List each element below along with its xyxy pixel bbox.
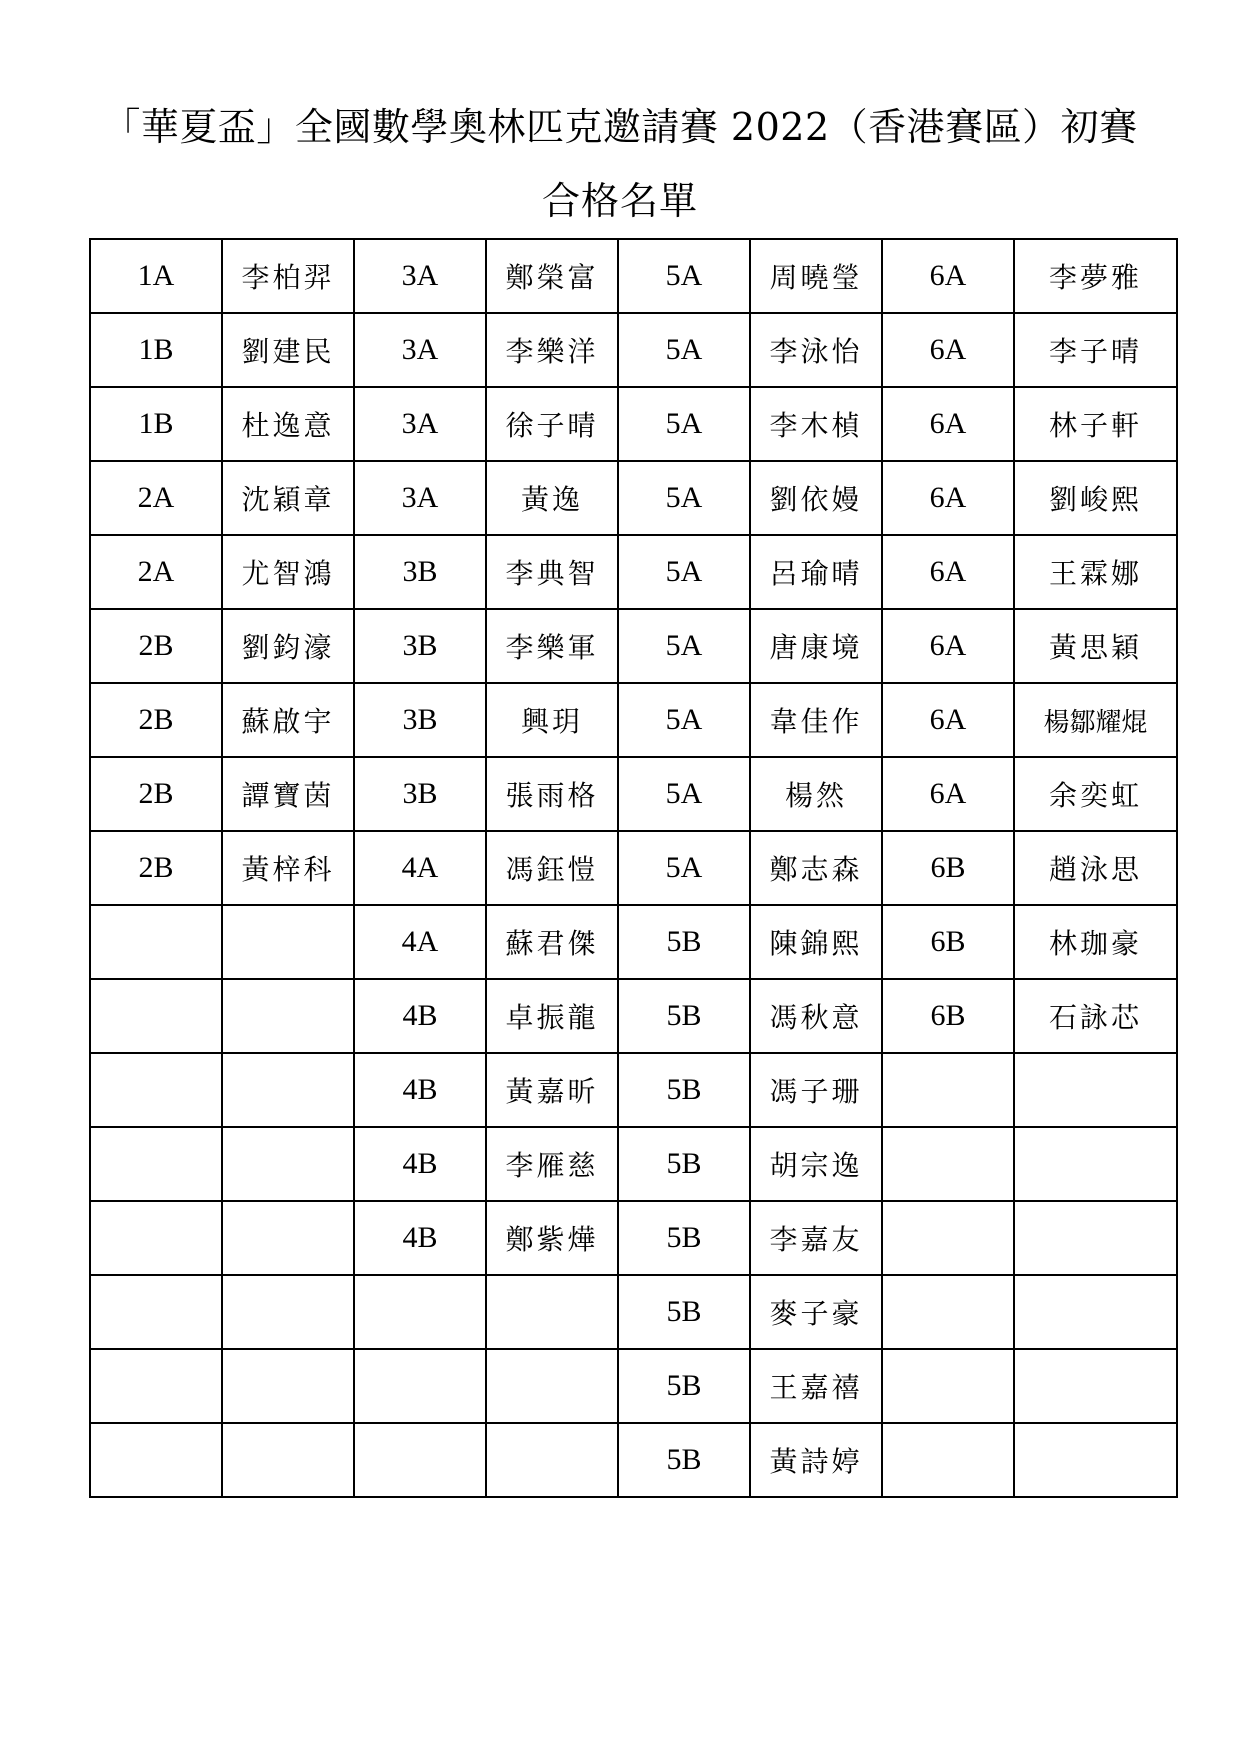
student-name-cell: 劉依嫚 bbox=[750, 461, 882, 535]
qualified-list-table bbox=[89, 238, 1178, 1498]
class-cell: 5A bbox=[618, 461, 750, 535]
table-row bbox=[90, 1423, 1177, 1497]
table-row bbox=[90, 313, 1177, 387]
student-name-cell: 趙泳思 bbox=[1014, 831, 1177, 905]
class-cell: 3B bbox=[354, 757, 486, 831]
student-name-cell: 徐子晴 bbox=[486, 387, 618, 461]
class-cell: 2A bbox=[90, 535, 222, 609]
class-cell: 6A bbox=[882, 609, 1014, 683]
class-cell: 5B bbox=[618, 1053, 750, 1127]
student-name-cell: 鄭榮富 bbox=[486, 239, 618, 313]
class-cell: 5B bbox=[618, 905, 750, 979]
class-cell bbox=[90, 1201, 222, 1275]
class-cell: 3A bbox=[354, 461, 486, 535]
class-cell: 2B bbox=[90, 609, 222, 683]
class-cell: 5A bbox=[618, 535, 750, 609]
student-name-cell: 林珈豪 bbox=[1014, 905, 1177, 979]
student-name-cell: 李子晴 bbox=[1014, 313, 1177, 387]
table-row bbox=[90, 683, 1177, 757]
class-cell: 3B bbox=[354, 683, 486, 757]
class-cell: 5A bbox=[618, 313, 750, 387]
class-cell: 6A bbox=[882, 461, 1014, 535]
student-name-cell: 卓振龍 bbox=[486, 979, 618, 1053]
student-name-cell bbox=[222, 1053, 354, 1127]
student-name-cell: 韋佳作 bbox=[750, 683, 882, 757]
class-cell: 6A bbox=[882, 387, 1014, 461]
student-name-cell: 呂瑜晴 bbox=[750, 535, 882, 609]
student-name-cell bbox=[1014, 1349, 1177, 1423]
student-name-cell: 黃逸 bbox=[486, 461, 618, 535]
student-name-cell: 興玥 bbox=[486, 683, 618, 757]
student-name-cell: 馮子珊 bbox=[750, 1053, 882, 1127]
student-name-cell: 林子軒 bbox=[1014, 387, 1177, 461]
table-row bbox=[90, 1201, 1177, 1275]
student-name-cell: 石詠芯 bbox=[1014, 979, 1177, 1053]
student-name-cell: 楊然 bbox=[750, 757, 882, 831]
table-row bbox=[90, 1349, 1177, 1423]
class-cell: 5B bbox=[618, 1423, 750, 1497]
student-name-cell: 麥子豪 bbox=[750, 1275, 882, 1349]
class-cell: 5B bbox=[618, 1275, 750, 1349]
student-name-cell bbox=[222, 1349, 354, 1423]
class-cell bbox=[882, 1275, 1014, 1349]
student-name-cell: 鄭紫燁 bbox=[486, 1201, 618, 1275]
table-row bbox=[90, 979, 1177, 1053]
class-cell: 4A bbox=[354, 831, 486, 905]
student-name-cell bbox=[222, 1423, 354, 1497]
table-row bbox=[90, 535, 1177, 609]
student-name-cell: 劉鈞濠 bbox=[222, 609, 354, 683]
page-title: 「華夏盃」全國數學奧林匹克邀請賽 2022（香港賽區）初賽 bbox=[102, 105, 1138, 149]
class-cell: 3A bbox=[354, 313, 486, 387]
table-row bbox=[90, 239, 1177, 313]
class-cell bbox=[354, 1423, 486, 1497]
student-name-cell bbox=[1014, 1127, 1177, 1201]
student-name-cell: 楊鄒耀焜 bbox=[1014, 683, 1177, 757]
student-name-cell: 王霖娜 bbox=[1014, 535, 1177, 609]
class-cell: 6A bbox=[882, 535, 1014, 609]
class-cell: 5B bbox=[618, 1127, 750, 1201]
class-cell: 2B bbox=[90, 831, 222, 905]
student-name-cell bbox=[222, 905, 354, 979]
student-name-cell: 沈穎章 bbox=[222, 461, 354, 535]
class-cell: 6B bbox=[882, 979, 1014, 1053]
table-row bbox=[90, 831, 1177, 905]
student-name-cell: 胡宗逸 bbox=[750, 1127, 882, 1201]
class-cell: 2B bbox=[90, 683, 222, 757]
class-cell: 5A bbox=[618, 239, 750, 313]
student-name-cell: 劉建民 bbox=[222, 313, 354, 387]
class-cell: 5B bbox=[618, 979, 750, 1053]
student-name-cell bbox=[222, 1275, 354, 1349]
class-cell: 3A bbox=[354, 239, 486, 313]
student-name-cell: 余奕虹 bbox=[1014, 757, 1177, 831]
class-cell: 4B bbox=[354, 979, 486, 1053]
student-name-cell: 鄭志森 bbox=[750, 831, 882, 905]
student-name-cell: 李柏羿 bbox=[222, 239, 354, 313]
student-name-cell: 劉峻熙 bbox=[1014, 461, 1177, 535]
student-name-cell: 蘇啟宇 bbox=[222, 683, 354, 757]
student-name-cell: 李樂軍 bbox=[486, 609, 618, 683]
class-cell bbox=[90, 1423, 222, 1497]
student-name-cell bbox=[222, 1127, 354, 1201]
class-cell: 4B bbox=[354, 1201, 486, 1275]
class-cell bbox=[90, 905, 222, 979]
class-cell: 6A bbox=[882, 757, 1014, 831]
class-cell: 5B bbox=[618, 1349, 750, 1423]
student-name-cell: 杜逸意 bbox=[222, 387, 354, 461]
class-cell: 3A bbox=[354, 387, 486, 461]
table-row bbox=[90, 609, 1177, 683]
student-name-cell: 尤智鴻 bbox=[222, 535, 354, 609]
class-cell bbox=[882, 1127, 1014, 1201]
class-cell bbox=[90, 1349, 222, 1423]
student-name-cell: 黃梓科 bbox=[222, 831, 354, 905]
class-cell bbox=[882, 1423, 1014, 1497]
class-cell: 5A bbox=[618, 757, 750, 831]
student-name-cell bbox=[222, 1201, 354, 1275]
student-name-cell bbox=[1014, 1201, 1177, 1275]
student-name-cell: 李雁慈 bbox=[486, 1127, 618, 1201]
student-name-cell: 王嘉禧 bbox=[750, 1349, 882, 1423]
class-cell: 5A bbox=[618, 609, 750, 683]
student-name-cell: 李嘉友 bbox=[750, 1201, 882, 1275]
student-name-cell bbox=[1014, 1423, 1177, 1497]
class-cell: 5A bbox=[618, 831, 750, 905]
table-row bbox=[90, 387, 1177, 461]
class-cell: 6A bbox=[882, 313, 1014, 387]
class-cell: 5A bbox=[618, 387, 750, 461]
class-cell bbox=[354, 1349, 486, 1423]
class-cell: 1B bbox=[90, 313, 222, 387]
student-name-cell bbox=[222, 979, 354, 1053]
class-cell: 4A bbox=[354, 905, 486, 979]
class-cell bbox=[882, 1053, 1014, 1127]
class-cell: 5B bbox=[618, 1201, 750, 1275]
student-name-cell: 唐康境 bbox=[750, 609, 882, 683]
table-row bbox=[90, 461, 1177, 535]
student-name-cell: 李樂洋 bbox=[486, 313, 618, 387]
student-name-cell bbox=[486, 1349, 618, 1423]
class-cell: 1A bbox=[90, 239, 222, 313]
class-cell bbox=[90, 1127, 222, 1201]
student-name-cell: 李泳怡 bbox=[750, 313, 882, 387]
class-cell: 2B bbox=[90, 757, 222, 831]
roster-body bbox=[90, 239, 1177, 1497]
class-cell bbox=[882, 1349, 1014, 1423]
class-cell: 6A bbox=[882, 683, 1014, 757]
table-row bbox=[90, 1053, 1177, 1127]
class-cell: 2A bbox=[90, 461, 222, 535]
student-name-cell: 馮鈺愷 bbox=[486, 831, 618, 905]
student-name-cell: 蘇君傑 bbox=[486, 905, 618, 979]
table-row bbox=[90, 905, 1177, 979]
class-cell: 3B bbox=[354, 535, 486, 609]
table-row bbox=[90, 1127, 1177, 1201]
class-cell: 6B bbox=[882, 831, 1014, 905]
student-name-cell: 黃嘉昕 bbox=[486, 1053, 618, 1127]
class-cell bbox=[90, 1053, 222, 1127]
table-row bbox=[90, 757, 1177, 831]
class-cell bbox=[354, 1275, 486, 1349]
student-name-cell bbox=[486, 1275, 618, 1349]
class-cell: 4B bbox=[354, 1053, 486, 1127]
student-name-cell: 譚寶茵 bbox=[222, 757, 354, 831]
student-name-cell: 黃思穎 bbox=[1014, 609, 1177, 683]
class-cell: 1B bbox=[90, 387, 222, 461]
table-row bbox=[90, 1275, 1177, 1349]
student-name-cell bbox=[486, 1423, 618, 1497]
student-name-cell: 陳錦熙 bbox=[750, 905, 882, 979]
class-cell: 4B bbox=[354, 1127, 486, 1201]
student-name-cell: 馮秋意 bbox=[750, 979, 882, 1053]
class-cell: 6A bbox=[882, 239, 1014, 313]
student-name-cell: 李木楨 bbox=[750, 387, 882, 461]
class-cell: 3B bbox=[354, 609, 486, 683]
student-name-cell bbox=[1014, 1275, 1177, 1349]
student-name-cell: 周曉瑩 bbox=[750, 239, 882, 313]
student-name-cell: 李典智 bbox=[486, 535, 618, 609]
student-name-cell: 李夢雅 bbox=[1014, 239, 1177, 313]
page-subtitle: 合格名單 bbox=[541, 179, 698, 223]
class-cell bbox=[882, 1201, 1014, 1275]
class-cell: 6B bbox=[882, 905, 1014, 979]
student-name-cell bbox=[1014, 1053, 1177, 1127]
class-cell bbox=[90, 979, 222, 1053]
student-name-cell: 黃詩婷 bbox=[750, 1423, 882, 1497]
student-name-cell: 張雨格 bbox=[486, 757, 618, 831]
class-cell: 5A bbox=[618, 683, 750, 757]
class-cell bbox=[90, 1275, 222, 1349]
